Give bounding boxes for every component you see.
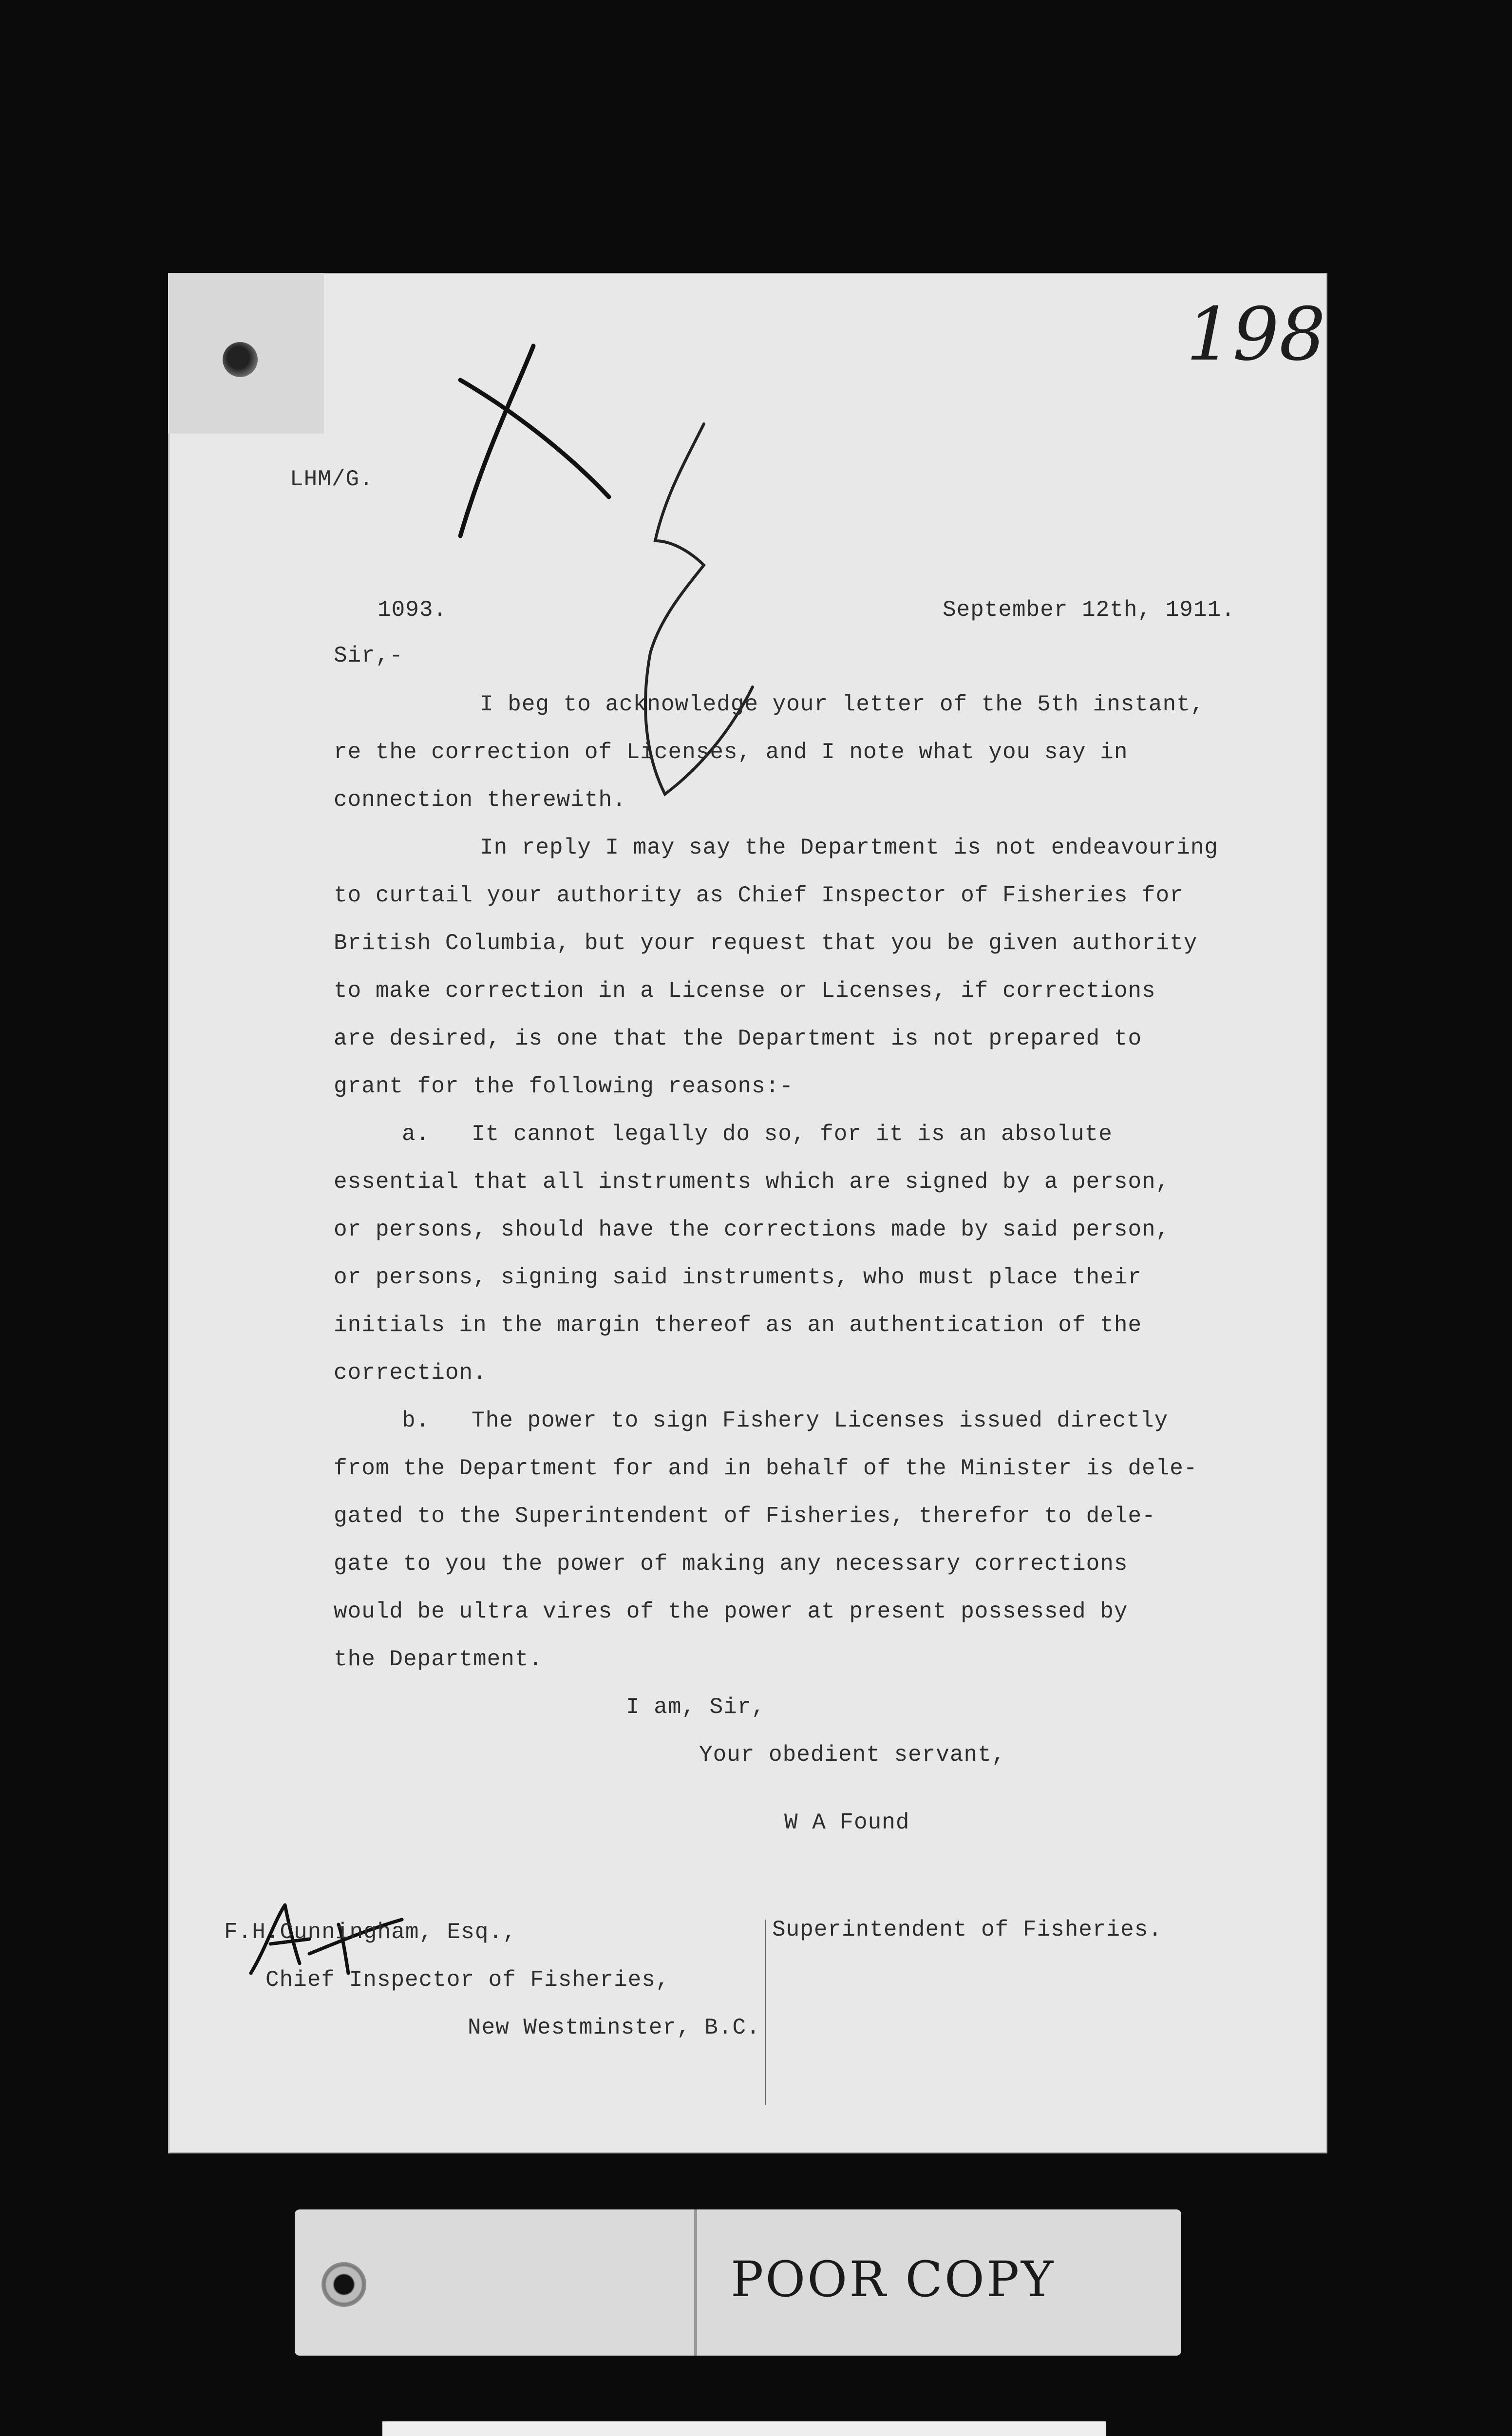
- addressee-title: Chief Inspector of Fisheries,: [265, 1967, 670, 1993]
- punch-hole: [223, 342, 258, 377]
- closing-line-1: I am, Sir,: [626, 1694, 766, 1720]
- body-line-3: connection therewith.: [334, 787, 626, 813]
- handwritten-page-number: 198: [1186, 292, 1326, 377]
- tag-crease: [694, 2209, 697, 2356]
- body-line-16: b. The power to sign Fishery Licenses issued directly: [402, 1408, 1169, 1433]
- addressee-place: New Westminster, B.C.: [468, 2015, 760, 2040]
- addressee-name: F.H.Cunningham, Esq.,: [224, 1920, 517, 1945]
- letter-page: [168, 273, 1327, 2153]
- salutation: Sir,-: [334, 643, 404, 668]
- body-line-11: essential that all instruments which are signed by a person,: [334, 1169, 1170, 1195]
- signature-title: Superintendent of Fisheries.: [772, 1917, 1162, 1942]
- body-line-18: gated to the Superintendent of Fisheries, therefor to dele-: [334, 1503, 1156, 1529]
- signature-name: W A Found: [784, 1810, 910, 1835]
- body-line-17: from the Department for and in behalf of the Minister is dele-: [334, 1456, 1198, 1481]
- letter-date: September 12th, 1911.: [943, 597, 1235, 623]
- body-line-10: a. It cannot legally do so, for it is an absolute: [402, 1122, 1113, 1147]
- body-line-14: initials in the margin thereof as an authentication of the: [334, 1313, 1142, 1338]
- body-line-5: to curtail your authority as Chief Inspector of Fisheries for: [334, 883, 1184, 908]
- body-line-20: would be ultra vires of the power at present possessed by: [334, 1599, 1128, 1624]
- body-line-4: In reply I may say the Department is not endeavouring: [480, 835, 1219, 860]
- body-line-15: correction.: [334, 1360, 487, 1386]
- body-line-21: the Department.: [334, 1647, 543, 1672]
- reference-code: LHM/G.: [290, 467, 374, 492]
- body-line-9: grant for the following reasons:-: [334, 1074, 794, 1099]
- tag-eyelet: [321, 2262, 366, 2307]
- body-line-13: or persons, signing said instruments, who must place their: [334, 1265, 1142, 1290]
- body-line-1: I beg to acknowledge your letter of the 5th instant,: [480, 692, 1205, 717]
- body-line-8: are desired, is one that the Department is not prepared to: [334, 1026, 1142, 1051]
- poor-copy-label: POOR COPY: [731, 2251, 1056, 2308]
- body-line-6: British Columbia, but your request that you be given authority: [334, 931, 1198, 956]
- divider-line: [765, 1920, 766, 2105]
- body-line-7: to make correction in a License or Licenses, if corrections: [334, 978, 1156, 1004]
- body-line-19: gate to you the power of making any necessary corrections: [334, 1551, 1128, 1577]
- body-line-12: or persons, should have the corrections made by said person,: [334, 1217, 1170, 1242]
- body-line-2: re the correction of Licenses, and I note what you say in: [334, 740, 1128, 765]
- file-reference-label: [382, 2421, 1106, 2436]
- closing-line-2: Your obedient servant,: [699, 1742, 1006, 1768]
- file-number: 1093.: [378, 597, 448, 623]
- poor-copy-tag: [295, 2209, 1181, 2356]
